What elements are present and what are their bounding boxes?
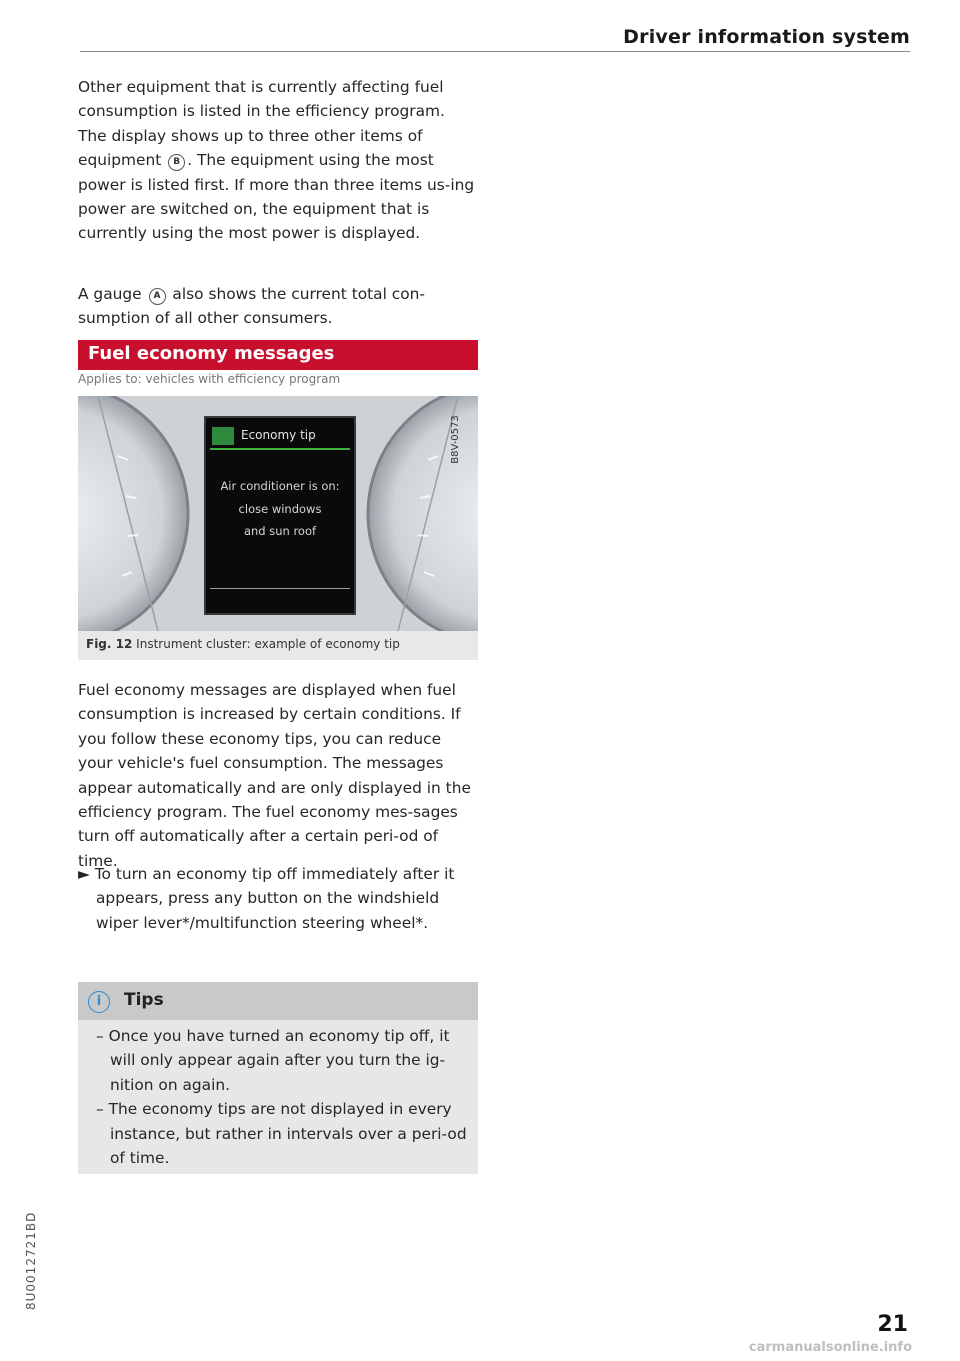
figure-caption (86, 637, 400, 651)
intro-text-a: Other equipment that is currently affecting fuel consumption is listed in the efficiency program. The display shows up to three other items of equipment (78, 78, 445, 170)
display-bottom-rule (210, 588, 350, 589)
watermark: carmanualsonline.info (748, 1340, 912, 1355)
page-number: 21 (877, 1312, 908, 1337)
section-title: Fuel economy messages (88, 343, 335, 364)
tips-box (78, 982, 478, 1174)
tip-item: – Once you have turned an economy tip off, it will only appear again after you turn the ig-nition on again. (96, 1027, 450, 1094)
tips-header (78, 982, 478, 1020)
info-icon: i (88, 991, 110, 1013)
economy-tip-icon (212, 427, 234, 445)
body-paragraph (78, 678, 478, 873)
figure-caption-text: Instrument cluster: example of economy tip (136, 637, 400, 651)
running-header: Driver information system (623, 26, 910, 48)
economy-messages-text: Fuel economy messages are displayed when fuel consumption is increased by certain conditions. If you follow these economy tips, you can reduce your vehicle's fuel consumption. The messages appear automatically and are only displayed in the efficiency program. The fuel economy mes-sages turn off automatically after a certain peri-od of time. (78, 681, 471, 870)
display-title: Economy tip (241, 428, 316, 442)
tips-label: Tips (124, 990, 164, 1010)
header-divider (80, 51, 910, 52)
tip-item: – The economy tips are not displayed in every instance, but rather in intervals over a peri-od of time. (96, 1100, 467, 1168)
tips-list (90, 1024, 470, 1170)
intro-paragraph-2 (78, 282, 478, 331)
figure-code: B8V-0573 (450, 415, 462, 464)
instruction-text: ► To turn an economy tip off immediately after it appears, press any button on the windshield wiper lever*/multifunction steering wheel*. (78, 865, 455, 932)
marker-b-icon: B (168, 154, 185, 171)
display-header (210, 424, 350, 450)
display-line-1: Air conditioner is on: (220, 479, 340, 493)
figure-label: Fig. 12 (86, 637, 133, 651)
instruction-step (78, 862, 478, 935)
display-message (206, 475, 354, 543)
gauge-text-a: A gauge (78, 285, 147, 303)
display-line-3: and sun roof (243, 524, 317, 538)
intro-text-b: . The equipment using the most power is listed first. If more than three items us-ing power are switched on, the equipment that is currently using the most power is displayed. (78, 151, 475, 243)
marker-a-icon: A (149, 288, 166, 305)
gauge-text-b: also shows the current total con-sumption of all other consumers. (78, 285, 425, 328)
instrument-cluster-image (78, 396, 478, 631)
figure-12 (78, 396, 478, 660)
intro-paragraph-1 (78, 75, 478, 246)
driver-info-display (204, 416, 356, 615)
display-line-2: close windows (238, 501, 322, 516)
document-code: 8U0012721BD (24, 1211, 38, 1310)
section-heading-bar (78, 340, 478, 370)
applies-to-note: Applies to: vehicles with efficiency program (78, 372, 341, 386)
